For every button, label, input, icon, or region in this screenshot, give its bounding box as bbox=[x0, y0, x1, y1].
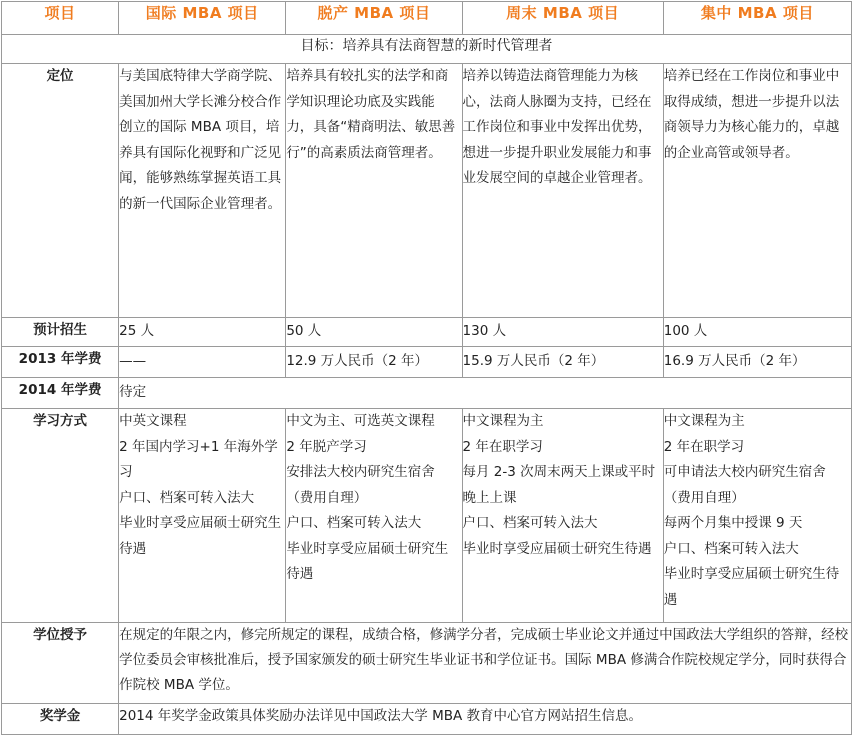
study-weekend-line: 户口、档案可转入法大 bbox=[462, 515, 598, 531]
fee-2013-fulltime: 12.9 万人民币（2 年） bbox=[286, 347, 462, 378]
study-mode-label: 学习方式 bbox=[2, 409, 119, 623]
study-fulltime-line: 户口、档案可转入法大 bbox=[286, 515, 422, 531]
header-row bbox=[2, 2, 852, 35]
study-mode-intensive bbox=[663, 409, 851, 623]
study-fulltime-line: 毕业时享受应届硕士研究生待遇 bbox=[286, 540, 449, 582]
header-weekend-mba: 周末 MBA 项目 bbox=[462, 2, 663, 35]
fee-2014-label: 2014 年学费 bbox=[2, 378, 119, 409]
study-intl-line: 中英文课程 bbox=[119, 413, 187, 429]
study-intensive-line: 毕业时享受应届硕士研究生待遇 bbox=[663, 566, 840, 608]
study-mode-fulltime bbox=[286, 409, 462, 623]
enrollment-weekend: 130 人 bbox=[462, 318, 663, 347]
fee-2014-row bbox=[2, 378, 852, 409]
fee-2014-value: 待定 bbox=[119, 378, 852, 409]
goal-row bbox=[2, 35, 852, 64]
header-intl-mba: 国际 MBA 项目 bbox=[119, 2, 286, 35]
fee-2013-intensive: 16.9 万人民币（2 年） bbox=[663, 347, 851, 378]
positioning-label: 定位 bbox=[2, 64, 119, 318]
positioning-row bbox=[2, 64, 852, 318]
study-intensive-line: 每两个月集中授课 9 天 bbox=[663, 515, 803, 531]
scholarship-text: 2014 年奖学金政策具体奖励办法详见中国政法大学 MBA 教育中心官方网站招生信息。 bbox=[119, 704, 852, 735]
positioning-intl-text: 与美国底特律大学商学院、美国加州大学长滩分校合作创立的国际 MBA 项目，培养具有国际化视野和广泛见闻，能够熟练掌握英语工具的新一代国际企业管理者。 bbox=[119, 68, 282, 212]
positioning-intensive bbox=[663, 64, 851, 318]
study-intensive-line: 可申请法大校内研究生宿舍（费用自理） bbox=[663, 464, 826, 506]
degree-text: 在规定的年限之内，修完所规定的课程，成绩合格，修满学分者，完成硕士毕业论文并通过中国政法大学组织的答辩，经校学位委员会审核批准后，授予国家颁发的硕士研究生毕业证书和学位证书。国际 MBA 修满合作院校规定学分，同时获得合作院校 MBA 学位。 bbox=[119, 623, 852, 704]
study-fulltime-line: 中文为主、可选英文课程 bbox=[286, 413, 435, 429]
study-intensive-line: 中文课程为主 bbox=[663, 413, 745, 429]
degree-label: 学位授予 bbox=[2, 623, 119, 704]
header-fulltime-mba: 脱产 MBA 项目 bbox=[286, 2, 462, 35]
fee-2013-label: 2013 年学费 bbox=[2, 347, 119, 378]
study-weekend-line: 中文课程为主 bbox=[462, 413, 544, 429]
mba-programs-table bbox=[1, 1, 852, 735]
degree-row bbox=[2, 623, 852, 704]
enrollment-fulltime: 50 人 bbox=[286, 318, 462, 347]
study-fulltime-line: 安排法大校内研究生宿舍（费用自理） bbox=[286, 464, 435, 506]
enrollment-label: 预计招生 bbox=[2, 318, 119, 347]
enrollment-intl: 25 人 bbox=[119, 318, 286, 347]
goal-text: 目标：培养具有法商智慧的新时代管理者 bbox=[2, 35, 852, 64]
study-mode-intl bbox=[119, 409, 286, 623]
header-intensive-mba: 集中 MBA 项目 bbox=[663, 2, 851, 35]
study-weekend-line: 2 年在职学习 bbox=[462, 438, 543, 455]
study-weekend-line: 每月 2-3 次周末两天上课或平时晚上上课 bbox=[462, 464, 656, 506]
study-intl-line: 2 年国内学习+1 年海外学习 bbox=[119, 438, 278, 480]
scholarship-row bbox=[2, 704, 852, 735]
enrollment-row bbox=[2, 318, 852, 347]
study-intensive-line: 2 年在职学习 bbox=[663, 438, 745, 455]
study-intl-line: 户口、档案可转入法大 bbox=[119, 489, 255, 506]
study-mode-row bbox=[2, 409, 852, 623]
positioning-intensive-text: 培养已经在工作岗位和事业中取得成绩，想进一步提升以法商领导力为核心能力的，卓越的企业高管或领导者。 bbox=[663, 68, 840, 161]
fee-2013-row bbox=[2, 347, 852, 378]
positioning-fulltime-text: 培养具有较扎实的法学和商学知识理论功底及实践能力，具备“精商明法、敏思善行”的高素质法商管理者。 bbox=[286, 68, 456, 161]
header-item: 项目 bbox=[2, 2, 119, 35]
positioning-weekend bbox=[462, 64, 663, 318]
study-fulltime-line: 2 年脱产学习 bbox=[286, 438, 367, 455]
positioning-intl bbox=[119, 64, 286, 318]
positioning-weekend-text: 培养以铸造法商管理能力为核心，法商人脉圈为支持，已经在工作岗位和事业中发挥出优势，想进一步提升职业发展能力和事业发展空间的卓越企业管理者。 bbox=[462, 68, 652, 186]
study-mode-weekend bbox=[462, 409, 663, 623]
positioning-fulltime bbox=[286, 64, 462, 318]
study-weekend-line: 毕业时享受应届硕士研究生待遇 bbox=[462, 540, 652, 557]
study-intl-line: 毕业时享受应届硕士研究生待遇 bbox=[119, 515, 282, 557]
study-intensive-line: 户口、档案可转入法大 bbox=[663, 540, 799, 557]
fee-2013-weekend: 15.9 万人民币（2 年） bbox=[462, 347, 663, 378]
scholarship-label: 奖学金 bbox=[2, 704, 119, 735]
enrollment-intensive: 100 人 bbox=[663, 318, 851, 347]
fee-2013-intl: —— bbox=[119, 347, 286, 378]
